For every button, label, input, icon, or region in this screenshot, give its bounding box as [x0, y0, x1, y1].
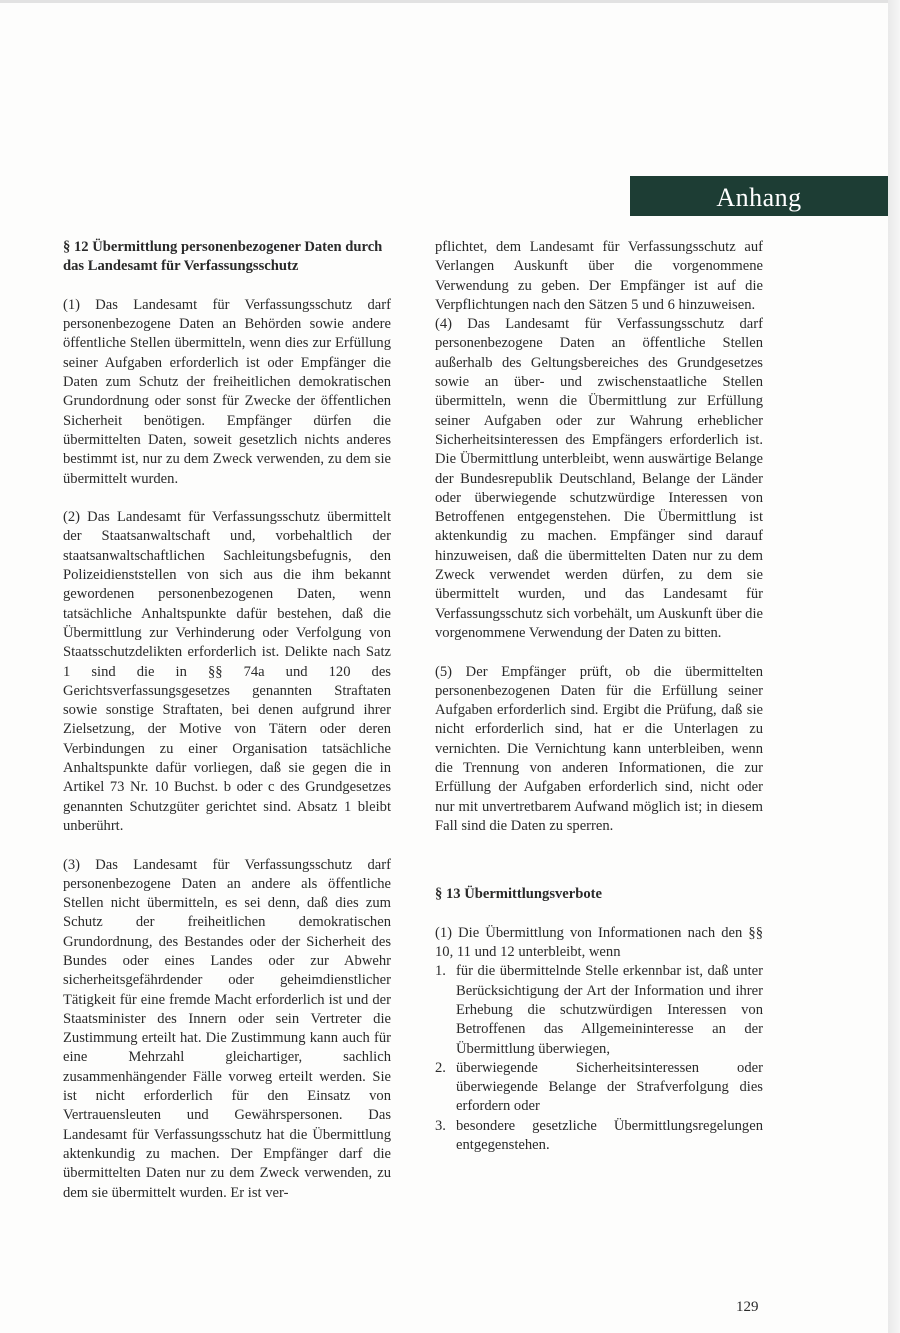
paragraph-12-4: (4) Das Landesamt für Verfassungsschutz darf personenbezogene Daten an öffentliche Stellen außerhalb des Geltungsbereiches des Grundgesetzes sowie an über- und zwischenstaatliche Stellen übermitteln, wenn die Übermittlung zur Erfüllung seiner Aufgaben oder zur Wahrung erheblicher Sicherheitsinteressen des Empfängers erforderlich ist. Die Übermittlung unterbleibt, wenn auswärtige Belange der Bundesrepublik Deutschland, Belange der Länder oder überwiegende schutzwürdige Interessen von Betroffenen entgegenstehen. Die Übermittlung ist aktenkundig zu machen. Empfänger sind darauf hinzuweisen, daß die übermittelten Daten nur zu dem Zweck verwendet werden dürfen, zu dem sie übermittelt wurden, und das Landesamt für Verfassungsschutz sich vorbehält, um Auskunft über die vorgenommene Verwendung der Daten zu bitten.: [435, 316, 763, 641]
paragraph-12-5: (5) Der Empfänger prüft, ob die übermittelten personenbezogenen Daten für die Erfüllung seiner Aufgaben erforderlich sind. Ergibt die Prüfung, daß sie nicht erforderlich sind, hat er die Unterlagen zu vernichten. Die Vernichtung kann unterbleiben, wenn die Trennung von anderen Informationen, die zur Erfüllung der Aufgaben erforderlich sind, nicht oder nur mit unvertretbarem Aufwand möglich ist; in diesem Fall sind die Daten zu sperren.: [435, 663, 763, 834]
paragraph-12-2: (2) Das Landesamt für Verfassungsschutz übermittelt der Staatsanwaltschaft und, vorbehaltlich der staatsanwaltschaftlichen Sachleitungsbefugnis, den Polizeidienststellen von sich aus die ihm bekannt gewordenen personenbezogenen Daten, wenn tatsächliche Anhaltspunkte dafür bestehen, daß die Übermittlung zur Verhinderung oder Verfolgung von Staatsschutzdelikten erforderlich ist. Delikte nach Satz 1 sind die in §§ 74a und 120 des Gerichtsverfassungsgesetzes genannten Straftaten sowie sonstige Straftaten, bei denen aufgrund ihrer Zielsetzung, der Motive von Tätern oder deren Verbindungen zu einer Organisation tatsächliche Anhaltspunkte dafür vorliegen, daß sie gegen die in Artikel 73 Nr. 10 Buchst. b oder c des Grundgesetzes genannten Schutzgüter gerichtet sind. Absatz 1 bleibt unberührt.: [63, 509, 391, 834]
paragraph-12-1: (1) Das Landesamt für Verfassungsschutz darf personenbezogene Daten an Behörden sowie andere öffentliche Stellen übermitteln, wenn dies zur Erfüllung seiner Aufgaben erforderlich ist oder Empfänger die Daten zum Schutz der freiheitlichen demokratischen Grundordnung oder sonst für Zwecke der öffentlichen Sicherheit benötigen. Empfänger dürfen die übermittelten Daten, soweit gesetzlich nichts anderes bestimmt ist, nur zu dem Zweck verwenden, zu dem sie übermittelt wurden.: [63, 296, 391, 487]
page-number: 129: [736, 1299, 759, 1315]
section-tab: Anhang: [630, 176, 888, 216]
list-item: [435, 962, 763, 1058]
paragraph-12-3-continued: pflichtet, dem Landesamt für Verfassungsschutz auf Verlangen Auskunft über die vorgenommene Verwendung zu geben. Der Empfänger ist auf die Verpflichtungen nach den Sätzen 5 und 6 hinzuweisen.: [435, 239, 763, 313]
page-edge: [888, 0, 900, 1333]
right-column: [435, 238, 763, 1155]
list-item: [435, 1059, 763, 1117]
list-item-number: 1.: [435, 963, 446, 980]
section-12-heading: § 12 Übermittlung personenbezogener Daten durch das Landesamt für Verfassungsschutz: [63, 239, 383, 275]
paragraph-12-3: (3) Das Landesamt für Verfassungsschutz darf personenbezogene Daten an andere als öffentliche Stellen nicht übermitteln, es sei denn, daß dies zum Schutz der freiheitlichen demokratischen Grundordnung, des Bestandes oder der Sicherheit des Bundes oder eines Landes oder zur Abwehr sicherheitsgefährdender oder geheimdienstlicher Tätigkeit für eine fremde Macht erforderlich ist und der Staatsminister des Innern oder sein Vertreter die Zustimmung erteilt hat. Die Zustimmung kann auch für eine Mehrzahl gleichartiger, sachlich zusammenhängender Fälle vorweg erteilt werden. Sie ist nicht erforderlich für den Einsatz von Vertrauensleuten und Gewährspersonen. Das Landesamt für Verfassungsschutz hat die Übermittlung aktenkundig zu machen. Der Empfänger darf die übermittelten Daten nur zu dem Zweck verwenden, zu dem sie übermittelt wurden. Er ist ver-: [63, 856, 391, 1201]
left-column: [63, 238, 391, 1203]
list-item-number: 3.: [435, 1117, 446, 1134]
section-13-list: [435, 962, 763, 1155]
list-item-text: überwiegende Sicherheitsinteressen oder überwiegende Belange der Strafverfolgung dies erfordern oder: [456, 1059, 763, 1115]
paragraph-13-1: (1) Die Übermittlung von Informationen nach den §§ 10, 11 und 12 unterbleibt, wenn: [435, 924, 763, 961]
section-13-heading: § 13 Übermittlungsverbote: [435, 886, 602, 903]
list-item-text: für die übermittelnde Stelle erkennbar ist, daß unter Berücksichtigung der Art der Information und ihrer Erhebung die schutzwürdigen Interessen von Betroffenen das Allgemeininteresse an der Übermittlung überwiegen,: [456, 963, 763, 1057]
list-item: [435, 1117, 763, 1156]
list-item-text: besondere gesetzliche Übermittlungsregelungen entgegenstehen.: [456, 1117, 763, 1154]
list-item-number: 2.: [435, 1059, 446, 1076]
